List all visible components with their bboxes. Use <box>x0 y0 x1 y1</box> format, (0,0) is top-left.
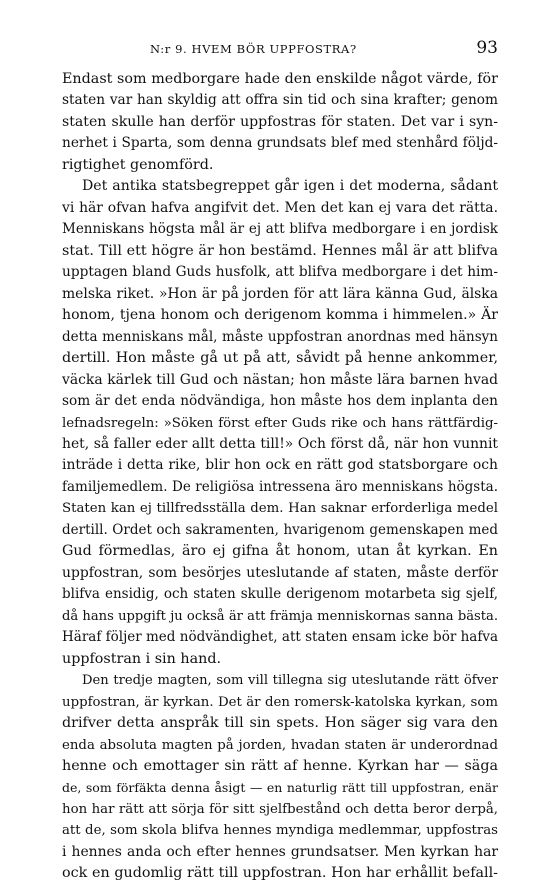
text-line: då hans uppgift ju också är att främja menniskornas sanna bästa. <box>62 608 498 624</box>
text-line: väcka kärlek till Gud och nästan; hon måste lära barnen hvad <box>62 371 498 388</box>
text-line: att de, som skola blifva hennes myndiga medlemmar, uppfostras <box>62 823 498 839</box>
text-line: Staten kan ej tillfredsställa dem. Han saknar erforderliga medel <box>62 501 498 517</box>
text-line: uppfostran, är kyrkan. Det är den romersk-katolska kyrkan, som <box>62 694 498 710</box>
text-line: staten var han skyldig att offra sin tid och sina krafter; genom <box>62 92 498 109</box>
text-line: inträde i detta rike, blir hon ock en rätt god statsborgare och <box>62 457 498 474</box>
page-number: 93 <box>476 38 498 58</box>
text-line: ock en gudomlig rätt till uppfostran. Hon har erhållit befall- <box>62 865 498 882</box>
running-title: N:r 9. HVEM BÖR UPPFOSTRA? <box>150 42 357 56</box>
text-line: vi här ofvan hafva angifvit det. Men det kan ej vara det rätta. <box>62 199 498 216</box>
text-line: upptagen bland Guds husfolk, att blifva medborgare i det him- <box>62 264 498 281</box>
text-line: blifva ensidig, och staten skulle derigenom motarbeta sig sjelf, <box>62 586 498 603</box>
text-line: enda absoluta magten på jorden, hvadan staten är underordnad <box>62 737 498 753</box>
text-line: lefnadsregeln: »Söken först efter Guds rike och hans rättfärdig- <box>62 415 498 431</box>
text-line: hon har rätt att sörja för sitt sjelfbestånd och detta beror derpå, <box>62 801 498 817</box>
text-line: uppfostran i sin hand. <box>62 650 222 667</box>
text-line: i hennes anda och efter hennes grundsatser. Men kyrkan har <box>62 843 498 860</box>
text-line: Endast som medborgare hade den enskilde något värde, för <box>62 71 498 87</box>
text-line: staten skulle han derför uppfostras för staten. Det var i syn- <box>62 113 498 130</box>
text-line: het, så faller eder allt detta till!» Och först då, när hon vunnit <box>62 435 498 452</box>
text-line: dertill. Hon måste gå ut på att, såvidt på henne ankommer, <box>62 350 498 367</box>
text-line: dertill. Ordet och sakramenten, hvarigenom gemenskapen med <box>62 521 498 538</box>
text-line: uppfostran, som besörjes uteslutande af staten, måste derför <box>62 564 498 581</box>
text-line: som är det enda nödvändiga, hon måste hos dem inplanta den <box>62 393 498 410</box>
text-line: detta menniskans mål, måste uppfostran anordnas med hänsyn <box>62 328 498 345</box>
text-line: familjemedlem. De religiösa intressena äro menniskans högsta. <box>62 478 498 495</box>
text-line: melska riket. »Hon är på jorden för att lära känna Gud, älska <box>62 285 498 302</box>
text-line: Gud förmedlas, äro ej gifna åt honom, utan åt kyrkan. En <box>62 543 498 560</box>
text-line: Den tredje magten, som vill tillegna sig uteslutande rätt öfver <box>82 673 498 689</box>
text-line: drifver detta anspråk till sin spets. Hon säger sig vara den <box>62 715 498 732</box>
text-line: Menniskans högsta mål är ej att blifva medborgare i en jordisk <box>62 221 498 238</box>
text-line: henne och emottager sin rätt af henne. Kyrkan har — säga <box>62 758 498 774</box>
text-line: Häraf följer med nödvändighet, att staten ensam icke bör hafva <box>62 629 498 646</box>
running-header <box>62 38 498 62</box>
text-line: stat. Till ett högre är hon bestämd. Hennes mål är att blifva <box>62 242 498 259</box>
body-text <box>62 69 498 885</box>
text-line: de, som förfäkta denna åsigt — en naturlig rätt till uppfostran, enär <box>62 780 498 796</box>
text-line: Det antika statsbegreppet går igen i det moderna, sådant <box>82 178 498 195</box>
text-line: honom, tjena honom och derigenom komma i himmelen.» Är <box>62 307 498 324</box>
text-line: rigtighet genomförd. <box>62 156 214 173</box>
text-line: nerhet i Sparta, som denna grundsats blef med stenhård följd- <box>62 135 498 152</box>
